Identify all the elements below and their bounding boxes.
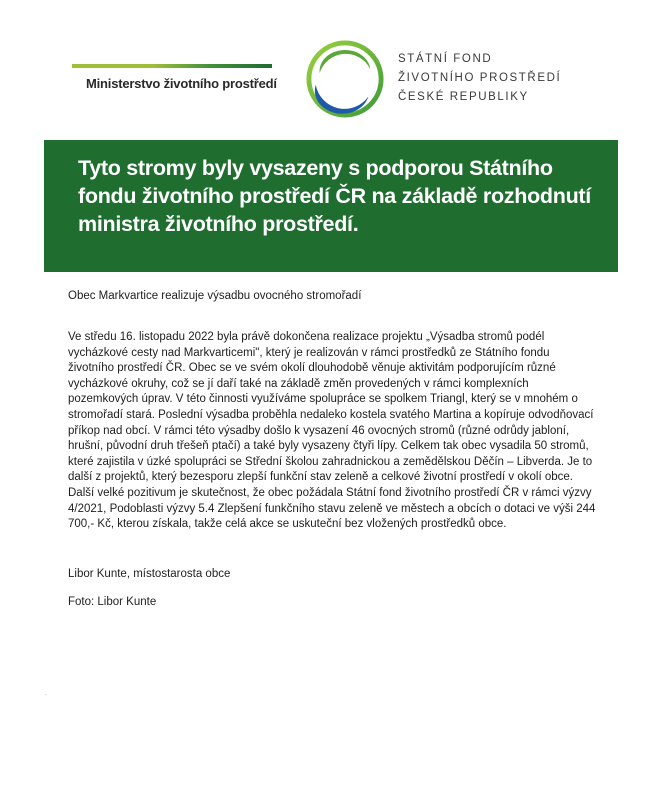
photo-credit: Foto: Libor Kunte [68, 596, 157, 608]
fund-name-line-1: STÁTNÍ FOND [398, 53, 493, 65]
article-body: Ve středu 16. listopadu 2022 byla právě dokončena realizace projektu „Výsadba stromů podél vycházkové cesty nad Markvarticemi", který je realizován v rámci prostředků ze Státního fondu životního prostředí ČR. Obec se ve svém okolí dlouhodobě věnuje aktivitám podporujícím různé vycházkové okruhy, což se jí daří také na základě změn provedených v rámci komplexních pozemkových úprav. V této činnosti využíváme spolupráce se spolkem Triangl, který se v mnohém o stromořadí stará. Poslední výsadba proběhla nedaleko kostela svatého Martina a kopíruje odvodňovací příkop nad obcí. V rámci této výsadby došlo k vysazení 46 ovocných stromů (různé odrůdy jabloní, hrušní, původní druh třešeň ptačí) a také byly vysazeny čtyři lípy. Celkem tak obec vysadila 50 stromů, které zajistila v úzké spolupráci se Střední školou zahradnickou a zemědělskou Děčín – Libverda. Je to další z projektů, který bezesporu zlepší funkční stav zeleně a celkové životní prostředí v okolí obce. Další velké pozitivum je skutečnost, že obec požádala Státní fond životního prostředí ČR v rámci výzvy 4/2021, Podoblasti výzvy 5.4 Zlepšení funkčního stavu zeleně ve městech a obcích o dotaci ve výši 244 700,- Kč, kterou získala, takže celá akce se uskuteční bez vložených prostředků obce. [68, 331, 596, 531]
green-banner [44, 140, 618, 272]
fund-name-line-2: ŽIVOTNÍHO PROSTŘEDÍ [398, 72, 562, 84]
scan-speck: · [44, 690, 47, 699]
ministry-logo-bar [72, 64, 272, 68]
fund-name-line-3: ČESKÉ REPUBLIKY [398, 91, 529, 103]
banner-text: Tyto stromy byly vysazeny s podporou Státního fondu životního prostředí ČR na základě rozhodnutí ministra životního prostředí. [78, 156, 591, 236]
fund-name [398, 50, 561, 107]
ministry-name: Ministerstvo životního prostředí [86, 76, 277, 91]
article-subtitle: Obec Markvartice realizuje výsadbu ovocného stromořadí [68, 290, 362, 302]
article-author: Libor Kunte, místostarosta obce [68, 568, 231, 580]
fund-logo-icon [306, 40, 384, 118]
